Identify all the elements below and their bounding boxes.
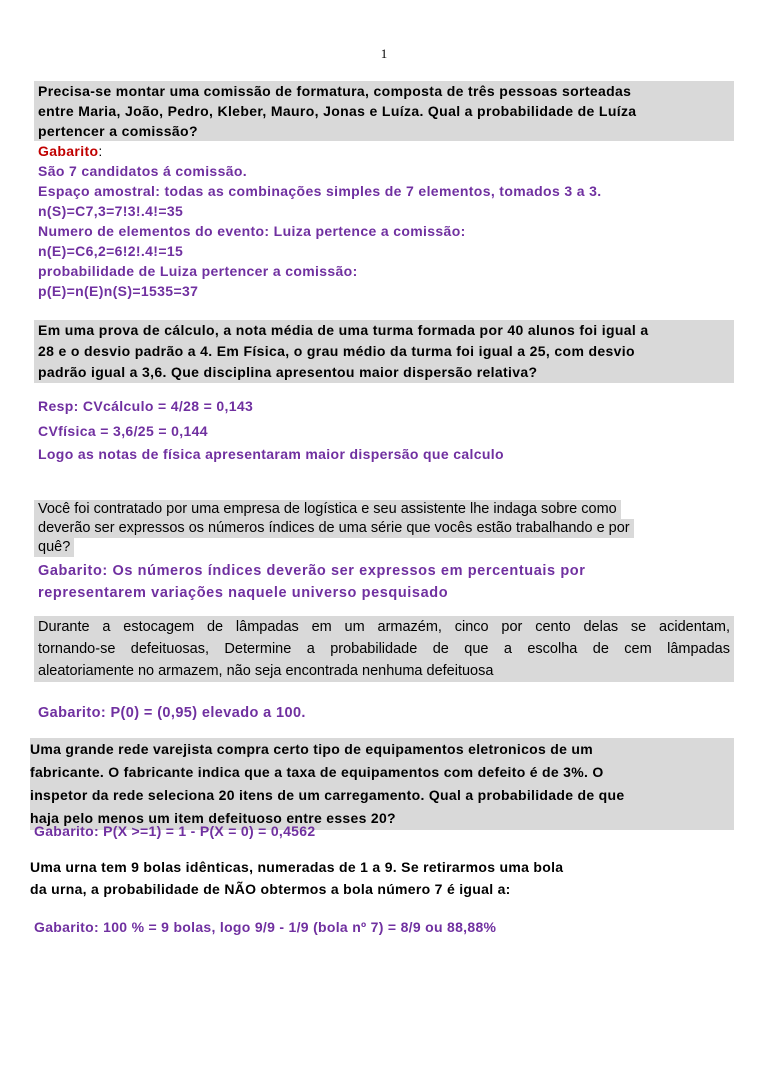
answer-1-label: Gabarito [38, 143, 99, 159]
question-3-line: deverão ser expressos os números índices de uma série que vocês estão trabalhando e por [34, 519, 634, 538]
answer-1-heading [34, 141, 734, 161]
question-5-line: inspetor da rede seleciona 20 itens de um carregamento. Qual a probabilidade de que [30, 784, 734, 807]
question-1 [34, 81, 734, 301]
question-4-line: tornando-se defeituosas, Determine a probabilidade de que a escolha de cem lâmpadas [34, 638, 734, 660]
question-5 [30, 738, 734, 848]
answer-1-line: p(E)=n(E)n(S)=1535=37 [38, 283, 199, 299]
question-6-line: da urna, a probabilidade de NÃO obtermos a bola número 7 é igual a: [30, 881, 511, 897]
question-1-line: entre Maria, João, Pedro, Kleber, Mauro, Jonas e Luíza. Qual a probabilidade de Luíza [34, 101, 734, 121]
question-2-line: Em uma prova de cálculo, a nota média de uma turma formada por 40 alunos foi igual a [34, 320, 734, 341]
question-3 [34, 500, 734, 604]
answer-2-line: Resp: CVcálculo = 4/28 = 0,143 [38, 398, 254, 414]
question-2-line: 28 e o desvio padrão a 4. Em Física, o grau médio da turma foi igual a 25, com desvio [34, 341, 734, 362]
answer-1-line: n(S)=C7,3=7!3!.4!=35 [38, 203, 184, 219]
question-1-line: pertencer a comissão? [34, 121, 734, 141]
answer-1-line: probabilidade de Luiza pertencer a comissão: [38, 263, 358, 279]
question-5-line: Uma grande rede varejista compra certo tipo de equipamentos eletronicos de um [30, 738, 734, 761]
answer-5-line: Gabarito: P(X >=1) = 1 - P(X = 0) = 0,4562 [34, 823, 316, 839]
question-4-line: aleatoriamente no armazem, não seja encontrada nenhuma defeituosa [34, 660, 734, 682]
answer-1-colon: : [98, 143, 103, 159]
question-4 [34, 616, 734, 726]
question-2-line: padrão igual a 3,6. Que disciplina apresentou maior dispersão relativa? [34, 362, 734, 383]
answer-1-line: Espaço amostral: todas as combinações simples de 7 elementos, tomados 3 a 3. [38, 183, 602, 199]
answer-1-line: São 7 candidatos á comissão. [38, 163, 247, 179]
answer-1-line: Numero de elementos do evento: Luiza pertence a comissão: [38, 223, 466, 239]
answer-4-line: Gabarito: P(0) = (0,95) elevado a 100. [38, 705, 306, 721]
answer-3-line: representarem variações naquele universo pesquisado [38, 585, 449, 601]
answer-1-line: n(E)=C6,2=6!2!.4!=15 [38, 243, 184, 259]
question-5-line: fabricante. O fabricante indica que a taxa de equipamentos com defeito é de 3%. O [30, 761, 734, 784]
page-number: 1 [380, 46, 388, 61]
answer-6-line: Gabarito: 100 % = 9 bolas, logo 9/9 - 1/9 (bola nº 7) = 8/9 ou 88,88% [34, 919, 497, 935]
question-3-line: Você foi contratado por uma empresa de logística e seu assistente lhe indaga sobre como [34, 500, 621, 519]
question-2 [34, 320, 734, 470]
answer-3-line: Gabarito: Os números índices deverão ser expressos em percentuais por [38, 563, 586, 579]
question-5-line: haja pelo menos um item defeituoso entre esses 20? [30, 807, 734, 830]
question-1-line: Precisa-se montar uma comissão de formatura, composta de três pessoas sorteadas [34, 81, 734, 101]
question-6 [30, 857, 734, 947]
question-3-line: quê? [34, 538, 74, 557]
answer-2-line: Logo as notas de física apresentaram maior dispersão que calculo [38, 446, 504, 462]
answer-2-line: CVfísica = 3,6/25 = 0,144 [38, 423, 208, 439]
question-4-line: Durante a estocagem de lâmpadas em um armazém, cinco por cento delas se acidentam, [34, 616, 734, 638]
question-6-line: Uma urna tem 9 bolas idênticas, numeradas de 1 a 9. Se retirarmos uma bola [30, 859, 564, 875]
